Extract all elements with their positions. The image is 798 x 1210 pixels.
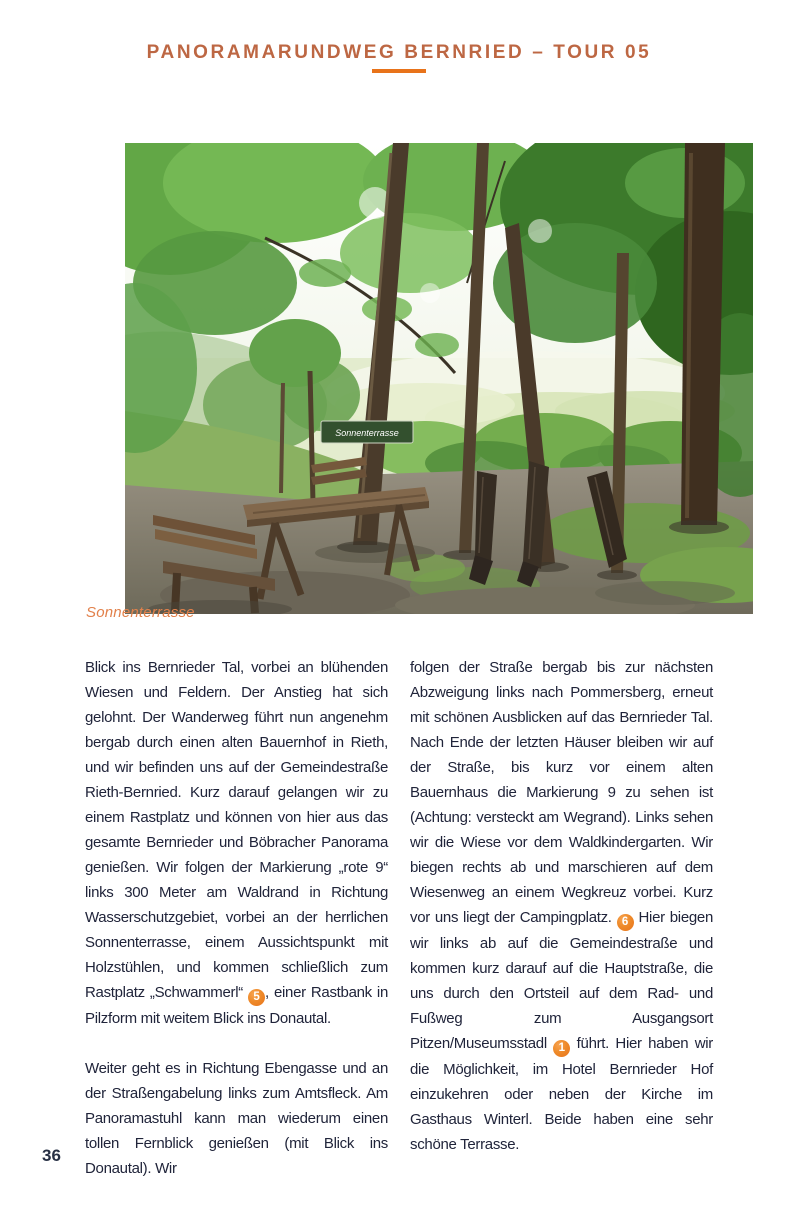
trail-photo	[125, 143, 753, 614]
photo-sign-text: Sonnenterrasse	[335, 428, 399, 438]
article-columns	[85, 655, 713, 1181]
paragraph: Weiter geht es in Richtung Ebengasse und an der Straßengabelung links zum Amtsfleck. Am Panoramastuhl kann man wiederum einen tollen Fernblick genießen (mit Blick ins Donautal). Wir	[85, 1060, 388, 1177]
text-column-left	[85, 655, 388, 1181]
trail-photo-illustration	[125, 143, 753, 614]
text-column-right	[410, 655, 713, 1181]
waypoint-badge: 5	[248, 989, 265, 1006]
title-underline-accent	[372, 69, 426, 73]
waypoint-badge: 1	[553, 1040, 570, 1057]
page-header	[0, 42, 798, 73]
page-number: 36	[42, 1146, 61, 1165]
photo-caption: Sonnenterrasse	[86, 604, 195, 621]
tour-title: PANORAMARUNDWEG BERNRIED – TOUR 05	[146, 42, 652, 63]
paragraph: folgen der Straße bergab bis zur nächsten Abzweigung links nach Pommersberg, erneut mit schönen Ausblicken auf das Bernrieder Tal. Nach Ende der letzten Häuser bleiben wir auf der Straße, bis kurz vor einem alten Bauernhaus die Markierung 9 zu sehen ist (Achtung: versteckt am Wegrand). Links sehen wir die Wiese vor dem Waldkindergarten. Wir biegen rechts ab und marschieren auf dem Wiesenweg an einem Wegkreuz vorbei. Kurz vor uns liegt der Campingplatz. 6 Hier biegen wir links ab auf die Gemeindestraße und kommen kurz darauf auf die Hauptstraße, die uns durch den Ortsteil auf dem Rad- und Fußweg zum Ausgangsort Pitzen/Museumsstadl 1 führt. Hier haben wir die Möglichkeit, im Hotel Bernrieder Hof einzukehren oder neben der Kirche im Gasthaus Winterl. Beide haben eine sehr schöne Terrasse.	[410, 659, 713, 1153]
waypoint-badge: 6	[617, 914, 634, 931]
photo-trail-sign	[321, 421, 413, 443]
paragraph: Blick ins Bernrieder Tal, vorbei an blühenden Wiesen und Feldern. Der Anstieg hat sich gelohnt. Der Wanderweg führt nun angenehm bergab durch einen alten Bauernhof in Rieth, und wir befinden uns auf der Gemeindestraße Rieth-Bernried. Kurz darauf gelangen wir zu einem Rastplatz und können von hier aus das gesamte Bernrieder und Böbracher Panorama genießen. Wir folgen der Markierung „rote 9“ links 300 Meter am Waldrand in Richtung Wasserschutzgebiet, vorbei an der herrlichen Sonnenterrasse, einem Aussichtspunkt mit Holzstühlen, und kommen schließlich zum Rastplatz „Schwammerl“ 5 , einer Rastbank in Pilzform mit weitem Blick ins Donautal.	[85, 659, 388, 1027]
